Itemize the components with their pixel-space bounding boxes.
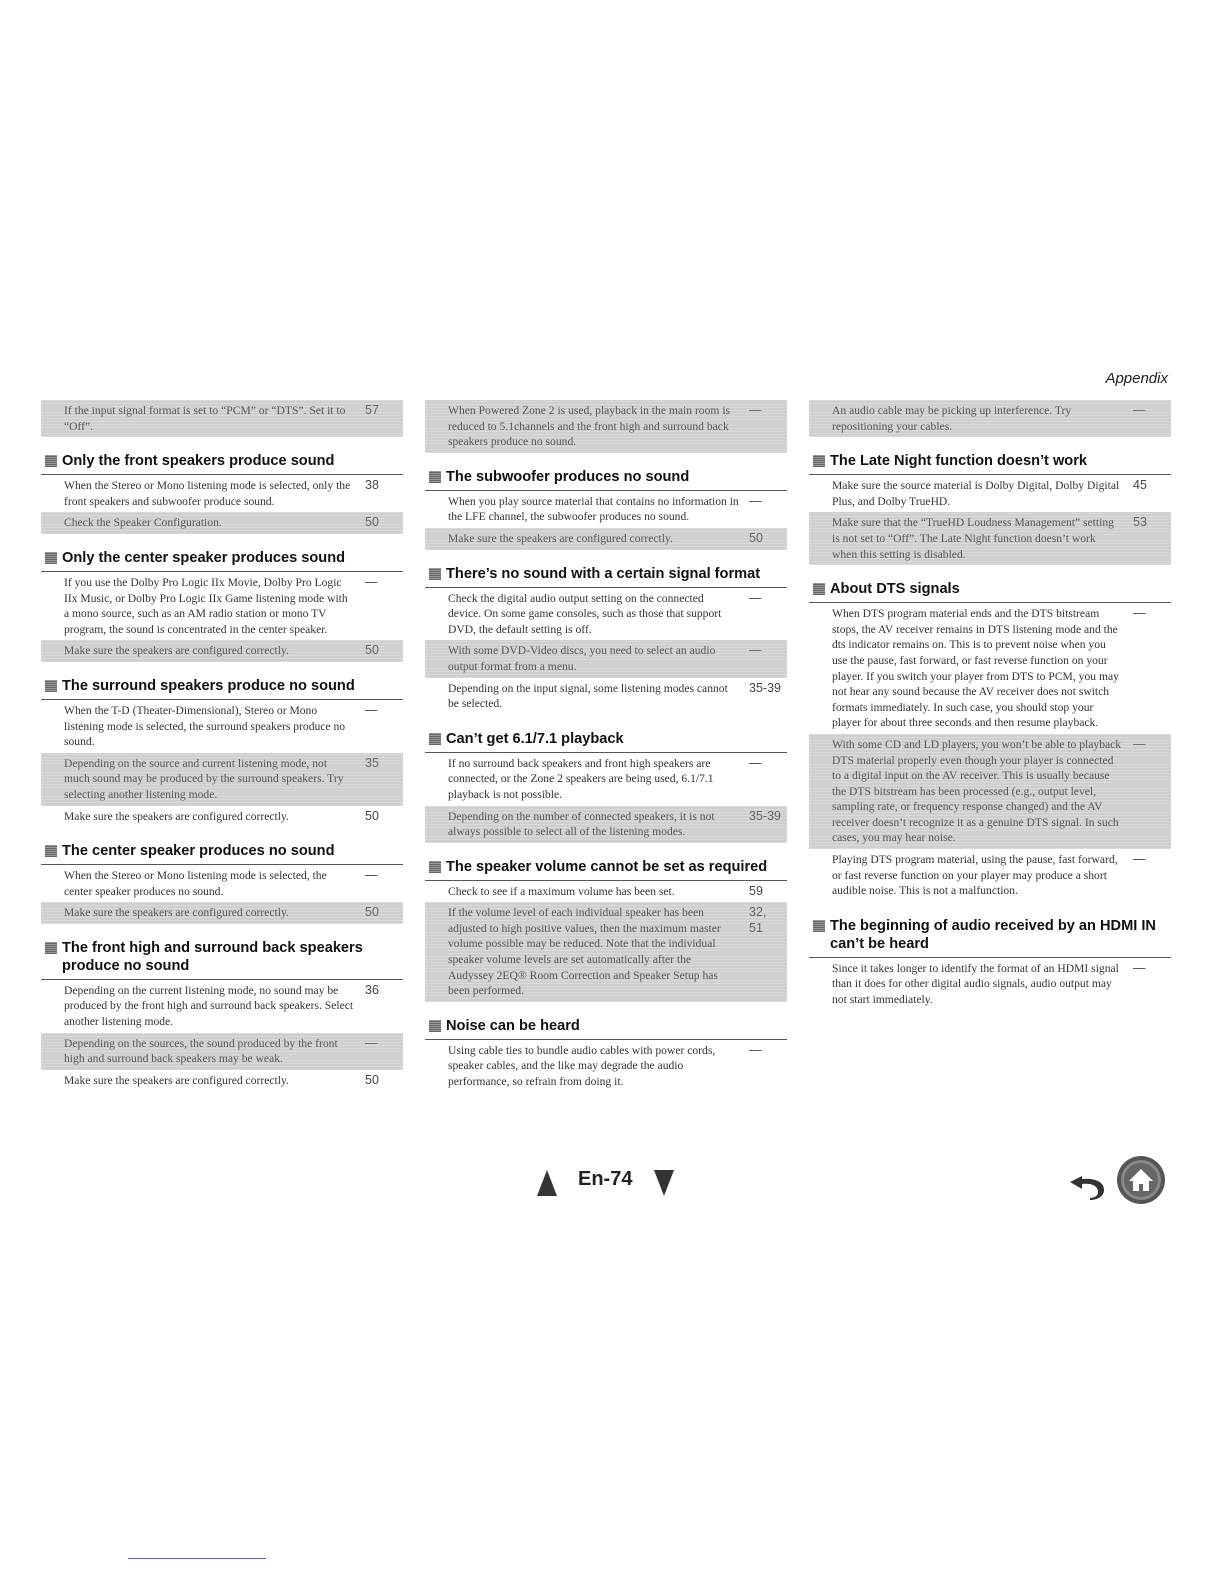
page-reference: — xyxy=(749,755,762,770)
row-text: Make sure that the “TrueHD Loudness Management” setting is not set to “Off”. The Late Night function doesn’t work when this setting is disabled. xyxy=(832,516,1114,561)
row-text: If the input signal format is set to “PCM” or “DTS”. Set it to “Off”. xyxy=(64,404,346,433)
table-row xyxy=(41,572,403,640)
bullet-square-icon xyxy=(45,845,57,857)
table-row xyxy=(41,475,403,512)
page-reference: 45 xyxy=(1133,478,1147,493)
page-reference: — xyxy=(749,590,762,605)
page-reference: — xyxy=(1133,960,1146,975)
shaded-table-row xyxy=(425,640,787,677)
page-reference: — xyxy=(1133,403,1146,417)
row-text: Depending on the current listening mode, no sound may be produced by the front high and surround back speakers. Select another listening mode. xyxy=(64,983,354,1029)
up-arrow-icon[interactable] xyxy=(537,1170,557,1196)
page-reference: 38 xyxy=(365,478,379,493)
section-heading-text: Can’t get 6.1/7.1 playback xyxy=(446,730,624,747)
page-reference: — xyxy=(749,403,762,417)
bullet-square-icon xyxy=(45,552,57,564)
section-heading-text: The Late Night function doesn’t work xyxy=(830,453,1088,470)
section-heading-text: The center speaker produces no sound xyxy=(62,843,335,860)
page-reference: — xyxy=(365,868,378,883)
row-text: Depending on the source and current listening mode, not much sound may be produced by the surround speakers. Try selecting another listening mode. xyxy=(64,756,344,801)
bullet-square-icon xyxy=(429,1020,441,1032)
shaded-table-row xyxy=(809,400,1171,437)
page-reference: — xyxy=(1133,606,1146,621)
section-heading xyxy=(425,856,787,881)
row-text: Make sure the speakers are configured correctly. xyxy=(64,1073,289,1087)
page-reference: 35 xyxy=(365,755,379,770)
table-row xyxy=(809,849,1171,902)
back-icon[interactable] xyxy=(1068,1170,1108,1200)
table-row xyxy=(809,475,1171,512)
bullet-square-icon xyxy=(813,920,825,932)
row-text: Make sure the speakers are configured correctly. xyxy=(64,809,289,823)
page-reference: 35-39 xyxy=(749,808,781,823)
row-text: When Powered Zone 2 is used, playback in the main room is reduced to 5.1channels and the front high and surround back speakers produce no sound. xyxy=(448,404,731,449)
section-heading xyxy=(41,937,403,980)
page-reference: 59 xyxy=(749,883,763,898)
section-heading xyxy=(809,915,1171,958)
page-number: En-74 xyxy=(578,1168,633,1190)
table-row xyxy=(41,700,403,753)
row-text: When you play source material that contains no information in the LFE channel, the subwoofer produces no sound. xyxy=(448,494,739,524)
section-heading-text: There’s no sound with a certain signal format xyxy=(446,565,761,582)
table-row xyxy=(809,603,1171,734)
section-heading-text: Only the center speaker produces sound xyxy=(62,549,346,566)
page-reference: 36 xyxy=(365,982,379,997)
row-text: Make sure the speakers are configured correctly. xyxy=(64,644,289,658)
row-text: When the T-D (Theater-Dimensional), Stereo or Mono listening mode is selected, the surround speakers produce no sound. xyxy=(64,703,346,749)
section-heading xyxy=(41,450,403,475)
footer xyxy=(0,1168,1224,1208)
table-row xyxy=(425,678,787,715)
bullet-square-icon xyxy=(429,733,441,745)
row-text: When DTS program material ends and the DTS bitstream stops, the AV receiver remains in DTS listening mode and the dts indicator remains on. This is to prevent noise when you use the pause, fast forward, or fast reverse function on your player. If you switch your player from DTS to PCM, you may not hear any sound because the AV receiver does not switch formats immediately. In such case, you should stop your player for about three seconds and then resume playback. xyxy=(832,607,1119,730)
page-reference: — xyxy=(1133,736,1146,751)
row-text: If no surround back speakers and front high speakers are connected, or the Zone 2 speakers are being used, 6.1/7.1 playback is not possible. xyxy=(448,756,714,801)
shaded-table-row xyxy=(41,753,403,806)
shaded-table-row xyxy=(425,806,787,843)
page-reference: — xyxy=(749,493,762,508)
page-reference: 50 xyxy=(365,643,379,658)
section-heading-text: Only the front speakers produce sound xyxy=(62,453,335,470)
down-arrow-icon[interactable] xyxy=(654,1170,674,1196)
row-text: Depending on the sources, the sound produced by the front high and surround back speakers may be weak. xyxy=(64,1036,338,1066)
section-heading-text: The surround speakers produce no sound xyxy=(62,677,355,694)
page-reference: 35-39 xyxy=(749,680,781,695)
page-reference: 50 xyxy=(749,530,763,545)
row-text: Check the Speaker Configuration. xyxy=(64,516,222,530)
page-reference: 50 xyxy=(365,515,379,530)
row-text: Make sure the source material is Dolby Digital, Dolby Digital Plus, and Dolby TrueHD. xyxy=(832,479,1120,508)
shaded-table-row xyxy=(425,400,787,453)
table-row xyxy=(41,980,403,1033)
row-text: An audio cable may be picking up interference. Try repositioning your cables. xyxy=(832,404,1072,433)
page-reference: — xyxy=(365,574,378,589)
bullet-square-icon xyxy=(429,568,441,580)
row-text: Depending on the input signal, some listening modes cannot be selected. xyxy=(448,681,728,711)
row-text: When the Stereo or Mono listening mode is selected, only the front speakers and subwoofer produce sound. xyxy=(64,479,351,508)
bullet-square-icon xyxy=(429,861,441,873)
column-3 xyxy=(809,400,1171,1011)
row-text: Depending on the number of connected speakers, it is not always possible to select all of the listening modes. xyxy=(448,809,715,839)
section-heading xyxy=(425,728,787,753)
table-row xyxy=(425,491,787,528)
bullet-square-icon xyxy=(45,680,57,692)
section-heading xyxy=(809,450,1171,475)
row-text: When the Stereo or Mono listening mode is selected, the center speaker produces no sound. xyxy=(64,869,327,898)
section-heading-text: About DTS signals xyxy=(830,581,960,598)
bullet-square-icon xyxy=(813,455,825,467)
row-text: Using cable ties to bundle audio cables with power cords, speaker cables, and the like may degrade the audio performance, so refrain from doing it. xyxy=(448,1043,716,1089)
section-heading xyxy=(809,578,1171,603)
row-text: Check to see if a maximum volume has been set. xyxy=(448,884,675,898)
row-text: Playing DTS program material, using the pause, fast forward, or fast reverse function on your player may produce a short audible noise. This is not a malfunction. xyxy=(832,853,1118,898)
row-text: With some CD and LD players, you won’t be able to playback DTS material properly even though your player is connected to a digital input on the AV receiver. This is usually because the DTS bitstream has been processed (e.g., output level, sampling rate, or frequency response changed) and the AV receiver doesn’t recognize it as a genuine DTS signal. In such cases, you may hear noise. xyxy=(832,737,1122,845)
shaded-table-row xyxy=(41,512,403,534)
table-row xyxy=(41,1070,403,1092)
table-row xyxy=(425,753,787,806)
shaded-table-row xyxy=(41,640,403,662)
page-reference: 32, 51 xyxy=(749,905,767,935)
column-2 xyxy=(425,400,787,1093)
row-text: Check the digital audio output setting on the connected device. On some game consoles, such as those that support DVD, the default setting is off. xyxy=(448,591,722,636)
page-reference: — xyxy=(365,702,378,717)
section-heading-text: Noise can be heard xyxy=(446,1017,580,1034)
shaded-table-row xyxy=(809,512,1171,565)
page-reference: — xyxy=(1133,852,1146,867)
page-reference: — xyxy=(749,643,762,658)
shaded-table-row xyxy=(41,1033,403,1070)
page-reference: 50 xyxy=(365,1072,379,1087)
row-text: Since it takes longer to identify the format of an HDMI signal than it does for other digital audio signals, audio output may not start immediately. xyxy=(832,961,1119,1007)
row-text: Make sure the speakers are configured correctly. xyxy=(448,531,673,545)
table-row xyxy=(41,806,403,828)
row-text: Make sure the speakers are configured correctly. xyxy=(64,906,289,920)
shaded-table-row xyxy=(809,734,1171,849)
section-heading xyxy=(41,840,403,865)
page-reference: 50 xyxy=(365,905,379,920)
table-row xyxy=(425,1040,787,1093)
page-reference: — xyxy=(749,1042,762,1057)
shaded-table-row xyxy=(425,528,787,550)
shaded-table-row xyxy=(425,902,787,1002)
section-heading-text: The front high and surround back speakers produce no sound xyxy=(62,939,363,974)
section-heading xyxy=(41,547,403,572)
section-heading-text: The speaker volume cannot be set as required xyxy=(446,858,768,875)
bullet-square-icon xyxy=(45,455,57,467)
home-icon[interactable] xyxy=(1116,1155,1166,1205)
section-heading xyxy=(425,466,787,491)
table-row xyxy=(425,588,787,641)
shaded-table-row xyxy=(41,400,403,437)
section-heading xyxy=(41,675,403,700)
row-text: If the volume level of each individual speaker has been adjusted to high positive values, then the maximum master volume possible may be reduced. Note that the individual speaker volume levels are set automatically after the Audyssey 2EQ® Room Correction and Speaker Setup has been performed. xyxy=(448,906,721,998)
section-heading xyxy=(425,563,787,588)
table-row xyxy=(809,958,1171,1011)
section-label: Appendix xyxy=(1105,370,1168,387)
shaded-table-row xyxy=(41,902,403,924)
table-row xyxy=(425,881,787,903)
bullet-square-icon xyxy=(429,471,441,483)
row-text: If you use the Dolby Pro Logic IIx Movie, Dolby Pro Logic IIx Music, or Dolby Pro Logic IIx Game listening mode with a mono source, such as an AM radio station or mono TV program, the sound is concentrated in the center speaker. xyxy=(64,575,348,636)
bullet-square-icon xyxy=(813,583,825,595)
page-reference: 57 xyxy=(365,403,379,417)
footer-rule xyxy=(128,1558,266,1559)
row-text: With some DVD-Video discs, you need to select an audio output format from a menu. xyxy=(448,644,716,673)
column-1 xyxy=(41,400,403,1091)
table-row xyxy=(41,865,403,902)
section-heading-text: The subwoofer produces no sound xyxy=(446,468,690,485)
page-reference: 50 xyxy=(365,808,379,823)
page-reference: 53 xyxy=(1133,515,1147,530)
page-reference: — xyxy=(365,1035,378,1050)
section-heading xyxy=(425,1015,787,1040)
bullet-square-icon xyxy=(45,942,57,954)
section-heading-text: The beginning of audio received by an HDMI IN can’t be heard xyxy=(830,917,1156,952)
